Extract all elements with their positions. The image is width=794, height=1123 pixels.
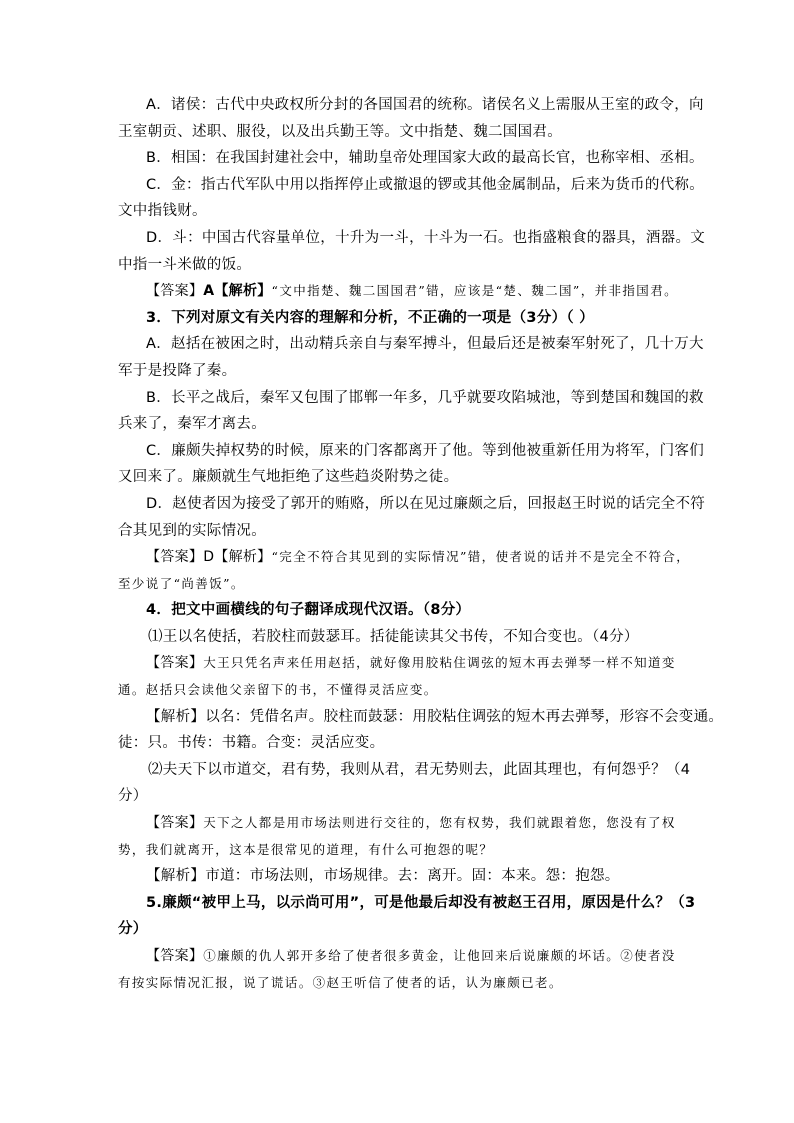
answer-label: 【答案】	[146, 815, 204, 832]
answer-label: 【答案】	[146, 283, 204, 300]
q5-answer-line-1	[118, 943, 682, 970]
analysis-text: 市道：市场法则，市场规律。去：离开。固：本来。怨：抱怨。	[205, 868, 620, 885]
q4-sentence-2-line-1: ⑵夫天下以市道交，君有势，我则从君，君无势则去，此固其理也，有何怨乎？（4	[148, 761, 691, 778]
option-a-line-1: A．诸侯：古代中央政权所分封的各国国君的统称。诸侯名义上需服从王室的政令，向	[146, 97, 704, 113]
option-c-line-2: 文中指钱财。	[118, 203, 207, 220]
q2-answer	[118, 278, 682, 305]
page-content	[118, 92, 724, 996]
q3-answer-line-2: 至少说了“尚善饭”。	[118, 575, 245, 591]
q3-option-d-line-2: 合其见到的实际情况。	[118, 522, 266, 539]
q4-2-answer-line-2: 势，我们就离开，这本是很常见的道理，有什么可抱怨的呢？	[118, 841, 494, 857]
option-d-line-1: D．斗：中国古代容量单位，十升为一斗，十斗为一石。也指盛粮食的器具，酒器。文	[146, 229, 706, 246]
q3-option-c-line-2: 又回来了。廉颇就生气地拒绝了这些趋炎附势之徒。	[118, 469, 459, 486]
q4-1-analysis-line-1	[118, 704, 724, 731]
answer-label: 【答案】	[146, 948, 204, 964]
option-a-line-2: 王室朝贡、述职、服役，以及出兵勤王等。文中指楚、魏二国国君。	[118, 123, 562, 140]
question-3: 3．下列对原文有关内容的理解和分析，不正确的一项是（3分）（ ）	[146, 309, 595, 326]
q3-option-c-line-1: C．廉颇失掉权势的时候，原来的门客都离开了他。等到他被重新任用为将军，门客们	[146, 442, 705, 459]
analysis-text: “完全不符合其见到的实际情况”错，使者说的话并不是完全不符合，	[271, 549, 691, 565]
option-d-line-2: 中指一斗米做的饭。	[118, 256, 252, 273]
q4-2-answer-line-1	[118, 810, 682, 837]
q3-option-a-line-1: A．赵括在被困之时，出动精兵亲自与秦军搏斗，但最后还是被秦军射死了，几十万大	[146, 336, 704, 353]
answer-text: 大王只凭名声来任用赵括，就好像用胶粘住调弦的短木再去弹琴一样不知道变	[203, 655, 676, 671]
answer-key: D【解析】	[203, 549, 272, 566]
analysis-label: 【解析】	[146, 868, 206, 885]
answer-label: 【答案】	[146, 549, 204, 566]
analysis-label: 【解析】	[146, 708, 206, 725]
q3-option-a-line-2: 军于是投降了秦。	[118, 362, 237, 379]
option-b-line: B．相国：在我国封建社会中，辅助皇帝处理国家大政的最高长官，也称宰相、丞相。	[146, 150, 704, 167]
analysis-text: 以名：凭借名声。胶柱而鼓瑟：用胶粘住调弦的短木再去弹琴，形容不会变通。	[205, 708, 724, 725]
q3-answer-line-1	[118, 544, 691, 571]
q4-1-answer-line-2: 通。赵括只会读他父亲留下的书，不懂得灵活应变。	[118, 682, 438, 698]
analysis-text: “文中指楚、魏二国国君”错，应该是“楚、魏二国”，并非指国君。	[271, 283, 679, 299]
answer-text: 天下之人都是用市场法则进行交往的，您有权势，我们就跟着您，您没有了权	[203, 815, 676, 831]
q3-option-b-line-1: B．长平之战后，秦军又包围了邯郸一年多，几乎就要攻陷城池，等到楚国和魏国的救	[146, 389, 704, 406]
q4-sentence-1: ⑴王以名使括，若胶柱而鼓瑟耳。括徒能读其父书传，不知合变也。（4分）	[148, 628, 639, 645]
q4-1-answer-line-1	[118, 650, 682, 677]
option-c-line-1: C．金：指古代军队中用以指挥停止或撤退的锣或其他金属制品，后来为货币的代称。	[146, 176, 705, 193]
question-5-line-2: 分）	[118, 921, 148, 938]
q3-option-d-line-1: D．赵使者因为接受了郭开的贿赂，所以在见过廉颇之后，回报赵王时说的话完全不符	[146, 495, 706, 512]
answer-key: A【解析】	[203, 283, 272, 300]
question-5-line-1: 5.廉颇“被甲上马，以示尚可用”，可是他最后却没有被赵王召用，原因是什么？（3	[146, 894, 696, 911]
q4-sentence-2-line-2: 分）	[118, 788, 148, 805]
answer-text: ①廉颇的仇人郭开多给了使者很多黄金，让他回来后说廉颇的坏话。②使者没	[203, 948, 676, 963]
question-4: 4．把文中画横线的句子翻译成现代汉语。（8分）	[146, 602, 471, 619]
q3-option-b-line-2: 兵来了，秦军才离去。	[118, 416, 266, 433]
answer-label: 【答案】	[146, 655, 204, 672]
q4-1-analysis-line-2: 徒：只。书传：书籍。合变：灵活应变。	[118, 735, 385, 752]
q4-2-analysis	[118, 863, 682, 890]
q5-answer-line-2: 有按实际情况汇报，说了谎话。③赵王听信了使者的话，认为廉颇已老。	[118, 974, 563, 990]
